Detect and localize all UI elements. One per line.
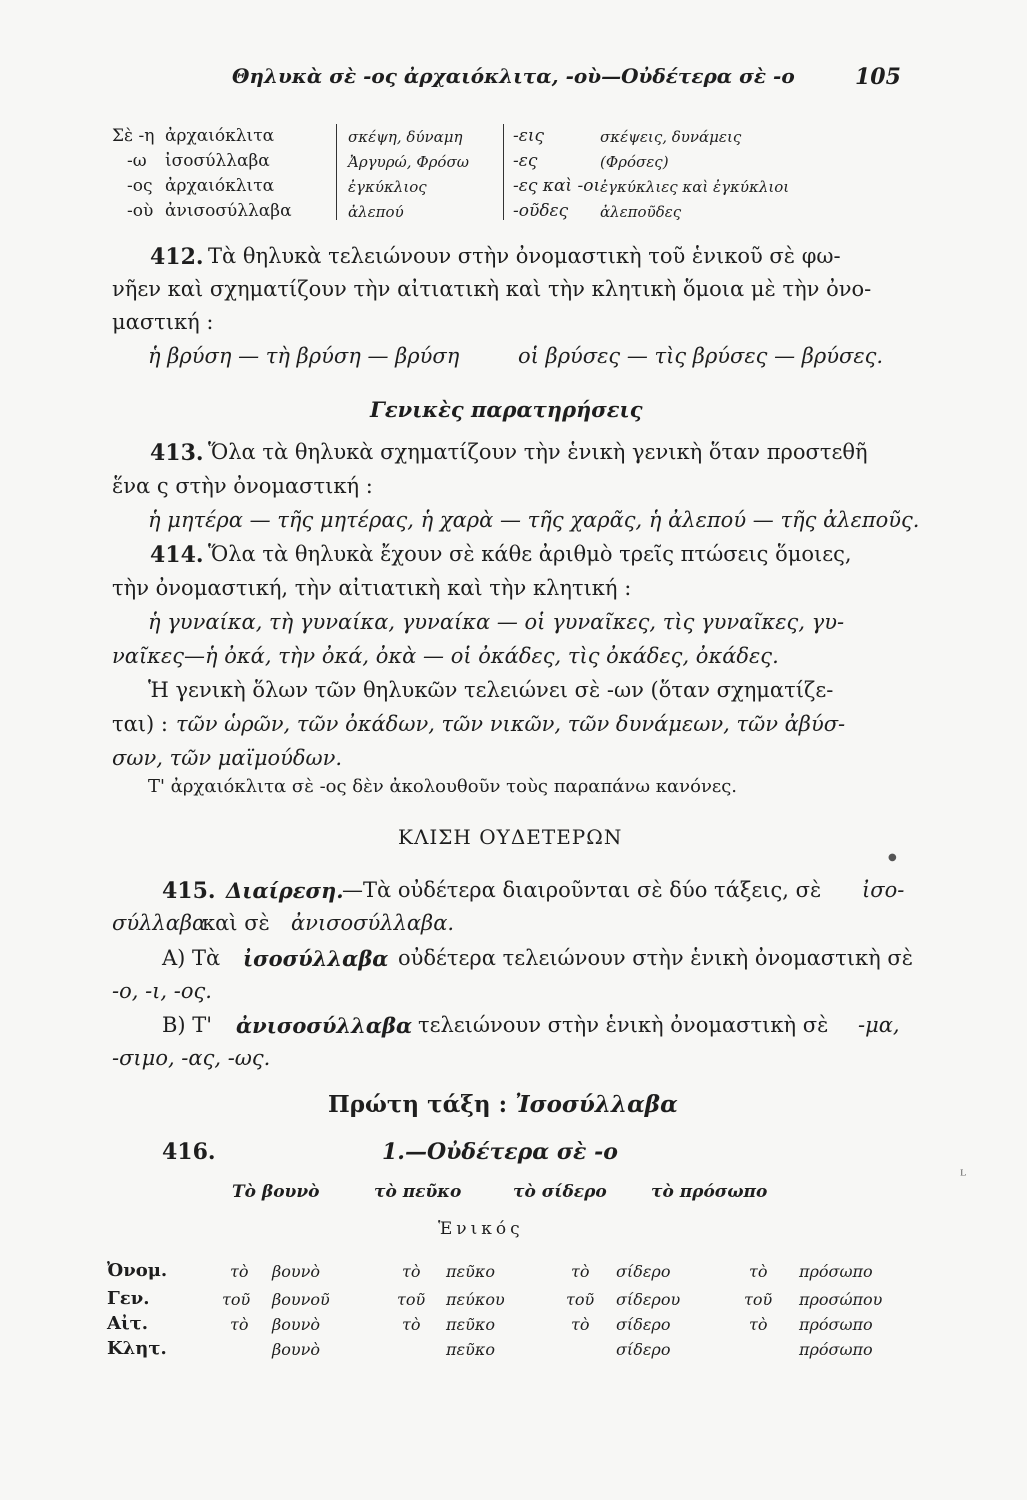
article: τὸ	[571, 1262, 590, 1281]
paragraph-line: τελειώνουν στὴν ἑνικὴ ὀνομαστικὴ σὲ	[418, 1013, 829, 1037]
table-divider	[336, 124, 337, 220]
term-bold: ἀνισοσύλλαβα	[236, 1013, 413, 1038]
term: ἀνισοσύλλαβα.	[291, 911, 455, 935]
paragraph-number: 415.	[162, 878, 216, 904]
column-head: τὸ σίδερο	[513, 1182, 607, 1202]
column-head: τὸ πεῦκο	[374, 1182, 462, 1202]
paragraph-number: 414.	[150, 542, 204, 568]
type-cell: ἰσοσύλλαβα	[165, 151, 270, 171]
type-cell: ἀρχαιόκλιτα	[165, 126, 275, 146]
ending-cell: Σὲ -η	[112, 126, 155, 146]
term-bold: ἰσοσύλλαβα	[243, 946, 389, 971]
heading-name: Ἰσοσύλλαβα	[515, 1091, 678, 1118]
paragraph-line: —Τὰ οὐδέτερα διαιροῦνται σὲ δύο τάξεις, σὲ	[342, 878, 822, 902]
case-label: Κλητ.	[107, 1338, 167, 1359]
paragraph-line: Ὅλα τὰ θηλυκὰ σχηματίζουν τὴν ἑνικὴ γενικὴ ὅταν προστεθῆ	[208, 440, 868, 464]
article: τὸ	[749, 1315, 768, 1334]
example-line: ἡ μητέρα — τῆς μητέρας, ἡ χαρὰ — τῆς χαρᾶς, ἡ ἀλεπού — τῆς ἀλεποῦς.	[148, 508, 920, 532]
plural-cell: σκέψεις, δυνάμεις	[600, 128, 742, 146]
column-head: Τὸ βουνὸ	[232, 1182, 320, 1202]
scan-speck: ●	[888, 852, 897, 863]
plural-ending-cell: -εις	[513, 126, 545, 146]
column-head: τὸ πρόσωπο	[651, 1182, 768, 1202]
example-line: ἡ βρύση — τὴ βρύση — βρύση	[148, 344, 460, 368]
noun-form: βουνὸ	[272, 1315, 320, 1334]
noun-form: σίδερου	[616, 1290, 681, 1309]
paragraph-line: μαστική :	[112, 310, 214, 334]
example-line: ἡ γυναίκα, τὴ γυναίκα, γυναίκα — οἱ γυναῖκες, τὶς γυναῖκες, γυ-	[148, 610, 845, 634]
endings-list: -ο, -ι, -ος.	[112, 979, 212, 1003]
plural-ending-cell: -οῦδες	[513, 201, 569, 221]
chapter-heading: ΚΛΙΣΗ ΟΥΔΕΤΕΡΩΝ	[398, 825, 623, 849]
example-line: τῶν ὡρῶν, τῶν ὀκάδων, τῶν νικῶν, τῶν δυνάμεων, τῶν ἀβύσ-	[176, 712, 846, 736]
subsection-heading: 1.—Οὐδέτερα σὲ -ο	[382, 1139, 618, 1165]
scan-speck: ᴸ	[960, 1168, 966, 1184]
plural-cell: ἐγκύκλιες καὶ ἐγκύκλιοι	[600, 178, 790, 196]
ending-cell: -οὺ	[127, 201, 154, 221]
case-label: Γεν.	[107, 1288, 150, 1309]
section-heading	[328, 1091, 678, 1118]
plural-ending-cell: -ες	[513, 151, 538, 171]
noun-form: σίδερο	[616, 1340, 671, 1359]
plural-cell: (Φρόσες)	[600, 153, 669, 171]
ending-cell: -ος	[127, 176, 153, 196]
noun-form: σίδερο	[616, 1262, 671, 1281]
paragraph-line: Ἡ γενικὴ ὅλων τῶν θηλυκῶν τελειώνει σὲ -ων (ὅταν σχηματίζε-	[148, 678, 834, 702]
paragraph-number: 413.	[150, 440, 204, 466]
paragraph-line: ται) :	[112, 712, 168, 736]
article: τοῦ	[566, 1290, 595, 1309]
example-cell: σκέψη, δύναμη	[348, 128, 463, 146]
plural-ending-cell: -ες καὶ -οι	[513, 176, 601, 196]
section-heading: Γενικὲς παρατηρήσεις	[370, 397, 643, 422]
noun-form: πρόσωπο	[799, 1340, 873, 1359]
article: τοῦ	[222, 1290, 251, 1309]
noun-form: πρόσωπο	[799, 1315, 873, 1334]
page-number: 105	[855, 64, 901, 90]
subsection-label: Α) Τὰ	[162, 946, 221, 970]
article: τὸ	[230, 1315, 249, 1334]
noun-form: πεῦκο	[446, 1262, 495, 1281]
paragraph-line: Τὰ θηλυκὰ τελειώνουν στὴν ὀνομαστικὴ τοῦ ἑνικοῦ σὲ φω-	[208, 244, 841, 268]
type-cell: ἀνισοσύλλαβα	[165, 201, 292, 221]
case-label: Ὀνομ.	[107, 1260, 168, 1281]
noun-form: σίδερο	[616, 1315, 671, 1334]
article: τὸ	[571, 1315, 590, 1334]
running-header: Θηλυκὰ σὲ -ος ἀρχαιόκλιτα, -οὺ—Οὐδέτερα σὲ -ο	[232, 64, 795, 88]
noun-form: πεῦκο	[446, 1340, 495, 1359]
article: τὸ	[749, 1262, 768, 1281]
paragraph-line-end: ἰσο-	[862, 878, 905, 902]
noun-form: πρόσωπο	[799, 1262, 873, 1281]
article: τὸ	[402, 1262, 421, 1281]
term: σύλλαβα	[112, 911, 207, 935]
paragraph-line: Ὅλα τὰ θηλυκὰ ἔχουν σὲ κάθε ἀριθμὸ τρεῖς πτώσεις ὅμοιες,	[208, 542, 852, 566]
article: τοῦ	[744, 1290, 773, 1309]
ending-cell: -ω	[127, 151, 147, 171]
type-cell: ἀρχαιόκλιτα	[165, 176, 275, 196]
paragraph-number: 412.	[150, 244, 204, 270]
noun-form: βουνὸ	[272, 1340, 320, 1359]
case-label: Αἰτ.	[107, 1313, 149, 1334]
noun-form: προσώπου	[799, 1290, 883, 1309]
endings-list: -μα,	[858, 1013, 900, 1037]
note-line: Τ' ἀρχαιόκλιτα σὲ -ος δὲν ἀκολουθοῦν τοὺς παραπάνω κανόνες.	[148, 776, 738, 797]
table-divider	[503, 124, 504, 220]
example-line: σων, τῶν μαϊμούδων.	[112, 746, 343, 770]
example-cell: ἀλεπού	[348, 203, 404, 221]
article: τὸ	[230, 1262, 249, 1281]
noun-form: πεῦκο	[446, 1315, 495, 1334]
noun-form: βουνὸ	[272, 1262, 320, 1281]
subsection-label: Β) Τ'	[162, 1013, 213, 1037]
plural-cell: ἀλεποῦδες	[600, 203, 682, 221]
article: τοῦ	[397, 1290, 426, 1309]
paragraph-title: Διαίρεση.	[226, 878, 344, 903]
noun-form: βουνοῦ	[272, 1290, 330, 1309]
noun-form: πεύκου	[446, 1290, 505, 1309]
paragraph-line: καὶ σὲ	[202, 911, 270, 935]
endings-list: -σιμο, -ας, -ως.	[112, 1046, 271, 1070]
number-label: Ἑνικός	[438, 1219, 524, 1239]
article: τὸ	[402, 1315, 421, 1334]
paragraph-line: νῆεν καὶ σχηματίζουν τὴν αἰτιατικὴ καὶ τὴν κλητικὴ ὅμοια μὲ τὴν ὀνο-	[112, 277, 872, 301]
paragraph-line: οὐδέτερα τελειώνουν στὴν ἑνικὴ ὀνομαστικὴ σὲ	[398, 946, 913, 970]
paragraph-number: 416.	[162, 1139, 216, 1165]
paragraph-line: τὴν ὀνομαστική, τὴν αἰτιατικὴ καὶ τὴν κλητική :	[112, 576, 632, 600]
example-cell: Ἀργυρώ, Φρόσω	[348, 153, 469, 171]
example-line: οἱ βρύσες — τὶς βρύσες — βρύσες.	[518, 344, 884, 368]
example-cell: ἐγκύκλιος	[348, 178, 427, 196]
heading-prefix: Πρώτη τάξη :	[328, 1091, 508, 1118]
example-line: ναῖκες—ἡ ὀκά, τὴν ὀκά, ὀκὰ — οἱ ὀκάδες, τὶς ὀκάδες, ὀκάδες.	[112, 644, 779, 668]
paragraph-line: ἕνα ς στὴν ὀνομαστική :	[112, 474, 373, 498]
